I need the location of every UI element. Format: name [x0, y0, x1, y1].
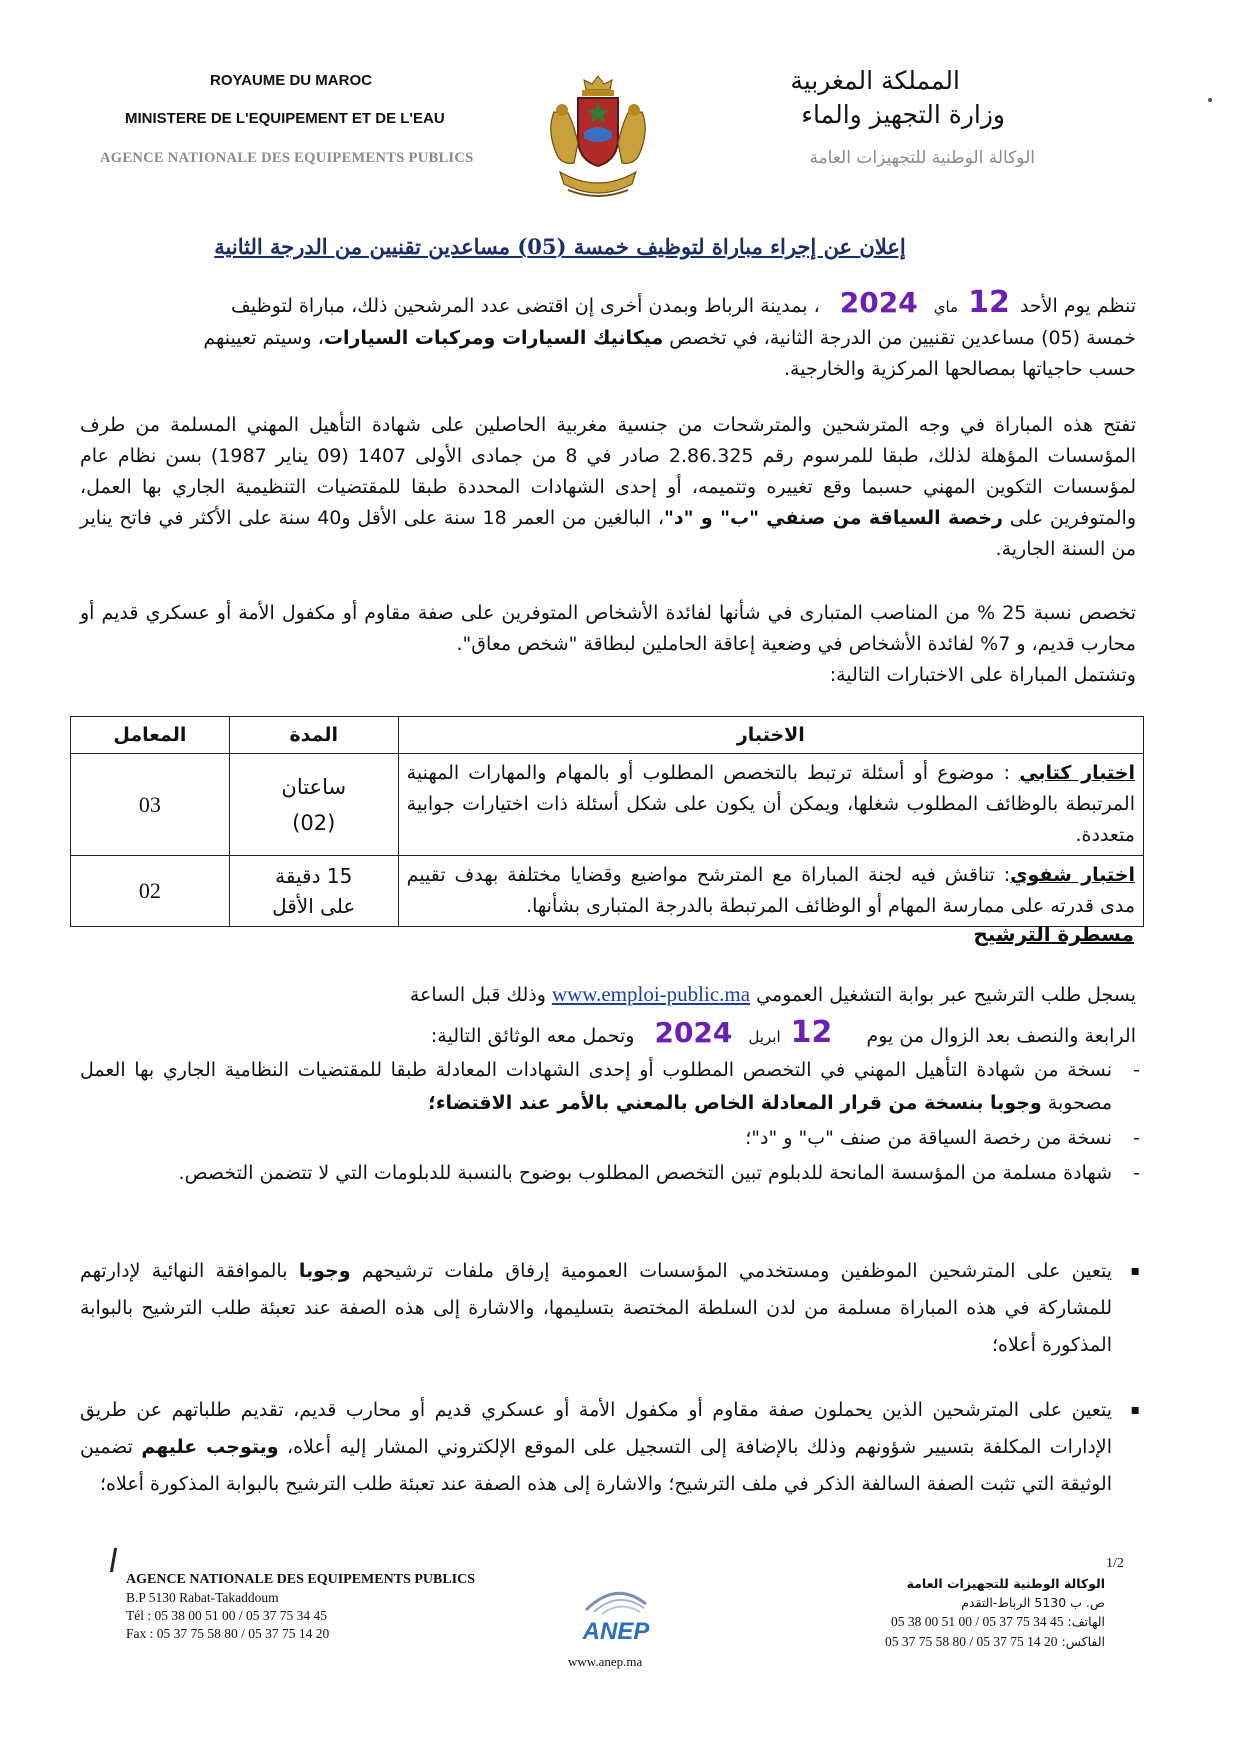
- col-header-test: الاختبار: [398, 717, 1143, 754]
- written-test-cell: [398, 754, 1143, 856]
- candidacy-text-c: الرابعة والنصف بعد الزوال من يوم: [866, 1025, 1136, 1047]
- col-header-coef: المعامل: [71, 717, 230, 754]
- note-text-a: يتعين على المترشحين الذين يحملون صفة مقاوم أو مكفول الأمة أو عسكري قديم أو محارب قديم، تقديم طلباتهم عن طريق الإدارات المكلفة بتسيير شؤونهم وذلك بالإضافة إلى التسجيل على الموقع الإلكتروني المشار إليه أعلاه،: [80, 1399, 1112, 1458]
- intro-paragraph: [80, 287, 1136, 385]
- documents-list: [80, 1054, 1140, 1190]
- list-item: [80, 1122, 1140, 1155]
- footer-website[interactable]: www.anep.ma: [568, 1654, 643, 1669]
- list-item: [80, 1392, 1140, 1503]
- coat-of-arms-icon: [538, 72, 658, 207]
- handwritten-year: 2024: [839, 286, 918, 319]
- footer-ar-bp: ص. ب 5130 الرباط-التقدم: [961, 1595, 1105, 1610]
- duration-2: على الأقل: [272, 894, 356, 918]
- candidacy-text-d: وتحمل معه الوثائق التالية:: [430, 1025, 635, 1047]
- written-test-label: اختبار كتابي: [1019, 762, 1136, 784]
- footer-ar-tel: [765, 1612, 1105, 1631]
- notes-list: [80, 1253, 1140, 1503]
- dash-marker: -: [1133, 1127, 1140, 1149]
- note-bold: وجوبا: [298, 1260, 351, 1282]
- fax-value: 05 37 75 58 80 / 05 37 75 14 20: [884, 1634, 1058, 1649]
- tests-intro: وتشتمل المباراة على الاختبارات التالية:: [829, 664, 1136, 686]
- footer-fr-tel: Tél : 05 38 00 51 00 / 05 37 75 34 45: [126, 1608, 327, 1623]
- header-fr-line1: ROYAUME DU MAROC: [210, 72, 372, 89]
- handwritten-deadline-day: 12: [790, 1015, 833, 1050]
- scan-dot: [1208, 98, 1212, 102]
- footer-fr-fax: Fax : 05 37 75 58 80 / 05 37 75 14 20: [126, 1626, 330, 1641]
- intro-specialty: ميكانيك السيارات ومركبات السيارات: [323, 327, 664, 349]
- doc-bold: وجوبا بنسخة من قرار المعادلة الخاص بالمعني بالأمر عند الاقتضاء؛: [428, 1092, 1042, 1114]
- intro-line3: حسب حاجياتها بمصالحها المركزية والخارجية.: [783, 358, 1136, 380]
- eligibility-text-b: ، البالغين من العمر 18 سنة على الأقل و40 سنة على الأكثر في فاتح يناير من السنة الجارية.: [80, 507, 1136, 560]
- tel-label: الهاتف:: [1067, 1614, 1105, 1629]
- intro-prefix: تنظم يوم الأحد: [1019, 295, 1136, 317]
- anep-logo-icon: [556, 1576, 676, 1656]
- oral-test-duration: [229, 856, 398, 927]
- footer-ar-fax: [765, 1632, 1105, 1651]
- duration-2: (02): [292, 810, 336, 835]
- anep-logo-text: ANEP: [582, 1618, 650, 1645]
- doc-text: شهادة مسلمة من المؤسسة المانحة للدبلوم تبين التخصص المطلوب بوضوح بالنسبة للدبلومات التي لا تتضمن التخصص.: [178, 1162, 1112, 1184]
- footer-bar: [110, 1548, 117, 1572]
- dash-marker: -: [1133, 1162, 1140, 1184]
- doc-text: نسخة من رخصة السياقة من صنف "ب" و "د"؛: [745, 1127, 1112, 1149]
- written-test-text: : موضوع أو أسئلة ترتبط بالتخصص المطلوب أو بالمهام والمهارات المهنية المرتبطة بالوظائف المطلوب شغلها، ويمكن أن يكون على شكل أسئلة ذات اختيارات جوابية متعددة.: [406, 762, 1135, 846]
- intro-line2-a: خمسة (05) مساعدين تقنيين من الدرجة الثانية، في تخصص: [663, 327, 1136, 349]
- page-number: 1/2: [1106, 1556, 1124, 1571]
- square-marker: ▪: [1130, 1402, 1140, 1418]
- footer-fr-bp: B.P 5130 Rabat-Takaddoum: [126, 1590, 279, 1605]
- dash-marker: -: [1133, 1059, 1140, 1081]
- oral-test-cell: [398, 856, 1143, 927]
- list-item: [80, 1157, 1140, 1190]
- quota-text: تخصص نسبة 25 % من المناصب المتبارى في شأنها لفائدة الأشخاص المتوفرين على صفة مقاوم أو مكفول الأمة أو عسكري قديم أو محارب قديم، و 7% لفائدة الأشخاص في وضعية إعاقة الحاملين لبطاقة "شخص معاق".: [80, 602, 1136, 655]
- duration-1: 15 دقيقة: [275, 864, 353, 888]
- header-fr-agency: AGENCE NATIONALE DES EQUIPEMENTS PUBLICS: [100, 150, 474, 166]
- header-ar-agency: الوكالة الوطنية للتجهيزات العامة: [809, 148, 1035, 168]
- handwritten-day: 12: [968, 285, 1010, 320]
- table-row: [71, 754, 1144, 856]
- eligibility-license: رخصة السياقة من صنفي "ب" و "د": [664, 507, 1003, 529]
- candidacy-text-b: وذلك قبل الساعة: [409, 984, 552, 1006]
- square-marker: ▪: [1130, 1263, 1140, 1279]
- eligibility-paragraph: [80, 410, 1136, 565]
- emploi-public-link[interactable]: www.emploi-public.ma: [551, 982, 751, 1006]
- col-header-duration: المدة: [229, 717, 398, 754]
- list-item: [80, 1054, 1140, 1120]
- intro-month: ماي: [933, 298, 959, 316]
- list-item: [80, 1253, 1140, 1364]
- doc-text: نسخة من شهادة التأهيل المهني في التخصص المطلوب أو إحدى الشهادات المعادلة طبقا للمقتضيات النظامية الجاري بها العمل مصحوبة: [80, 1059, 1112, 1114]
- duration-1: ساعتان: [281, 774, 347, 799]
- intro-line1: ، بمدينة الرباط وبمدن أخرى إن اقتضى عدد المرشحين ذلك، مباراة لتوظيف: [231, 295, 820, 317]
- table-row: [71, 856, 1144, 927]
- written-test-coef: 03: [71, 754, 230, 856]
- note-text-b: تضمين الوثيقة التي تثبت الصفة السالفة الذكر في ملف الترشيح؛ والاشارة إلى هذه الصفة عند تعبئة طلب الترشيح بالبوابة المذكورة أعلاه؛: [80, 1436, 1112, 1495]
- candidacy-paragraph: [80, 975, 1136, 1056]
- header-ar-line2: وزارة التجهيز والماء: [801, 100, 1005, 129]
- oral-test-text: : تناقش فيه لجنة المباراة مع المترشح مواضيع وقضايا مختلفة بهدف تقييم مدى قدرته على ممارسة المهام أو الوظائف المرتبطة بالدرجة المتبارى بشأنها.: [406, 864, 1135, 917]
- oral-test-label: اختبار شفوي: [1010, 864, 1135, 886]
- fax-label: الفاكس:: [1061, 1634, 1105, 1649]
- section-title: مسطرة الترشيح: [973, 922, 1134, 946]
- note-text-a: يتعين على المترشحين الموظفين ومستخدمي المؤسسات العمومية إرفاق ملفات ترشيحهم: [350, 1260, 1113, 1282]
- quota-paragraph: [80, 598, 1136, 691]
- tel-value: 05 38 00 51 00 / 05 37 75 34 45: [891, 1614, 1064, 1629]
- deadline-month: ابريل: [748, 1028, 781, 1046]
- note-text-b: بالموافقة النهائية لإدارتهم للمشاركة في هذه المباراة مسلمة من لدن السلطة المختصة بتسليمها، والاشارة إلى هذه الصفة عند تعبئة طلب الترشيح بالبوابة المذكورة أعلاه؛: [80, 1260, 1112, 1356]
- eligibility-text-a: تفتح هذه المباراة في وجه المترشحين والمترشحات من جنسية مغربية الحاصلين على شهادة التأهيل المهني المسلمة من طرف المؤسسات المؤهلة لذلك، طبقا للمرسوم رقم 2.86.325 صادر في 8 من جمادى الأولى 1407 (09 يناير 1987) بسن نظام عام لمؤسسات التكوين المهني حسبما وقع تغييره وتتميمه، أو إحدى الشهادات المحددة طبقا للمقتضيات التنظيمية الجاري بها العمل، والمتوفرين على: [80, 414, 1137, 529]
- handwritten-deadline-year: 2024: [654, 1016, 733, 1049]
- candidacy-text-a: يسجل طلب الترشيح عبر بوابة التشغيل العمومي: [750, 984, 1136, 1006]
- oral-test-coef: 02: [71, 856, 230, 927]
- footer-fr-agency: AGENCE NATIONALE DES EQUIPEMENTS PUBLICS: [126, 1572, 476, 1587]
- intro-line2-b: ، وسيتم تعيينهم: [203, 327, 324, 349]
- announcement-title: إعلان عن إجراء مباراة لتوظيف خمسة (05) مساعدين تقنيين من الدرجة الثانية: [214, 234, 906, 259]
- note-bold: ويتوجب عليهم: [141, 1436, 279, 1458]
- header-ar-line1: المملكة المغربية: [790, 66, 960, 95]
- tests-table-wrap: [70, 716, 1144, 927]
- tests-table: [70, 716, 1144, 927]
- header-fr-line2: MINISTERE DE L'EQUIPEMENT ET DE L'EAU: [125, 110, 445, 127]
- written-test-duration: [229, 754, 398, 856]
- footer-ar-agency: الوكالة الوطنية للتجهيزات العامة: [906, 1576, 1105, 1591]
